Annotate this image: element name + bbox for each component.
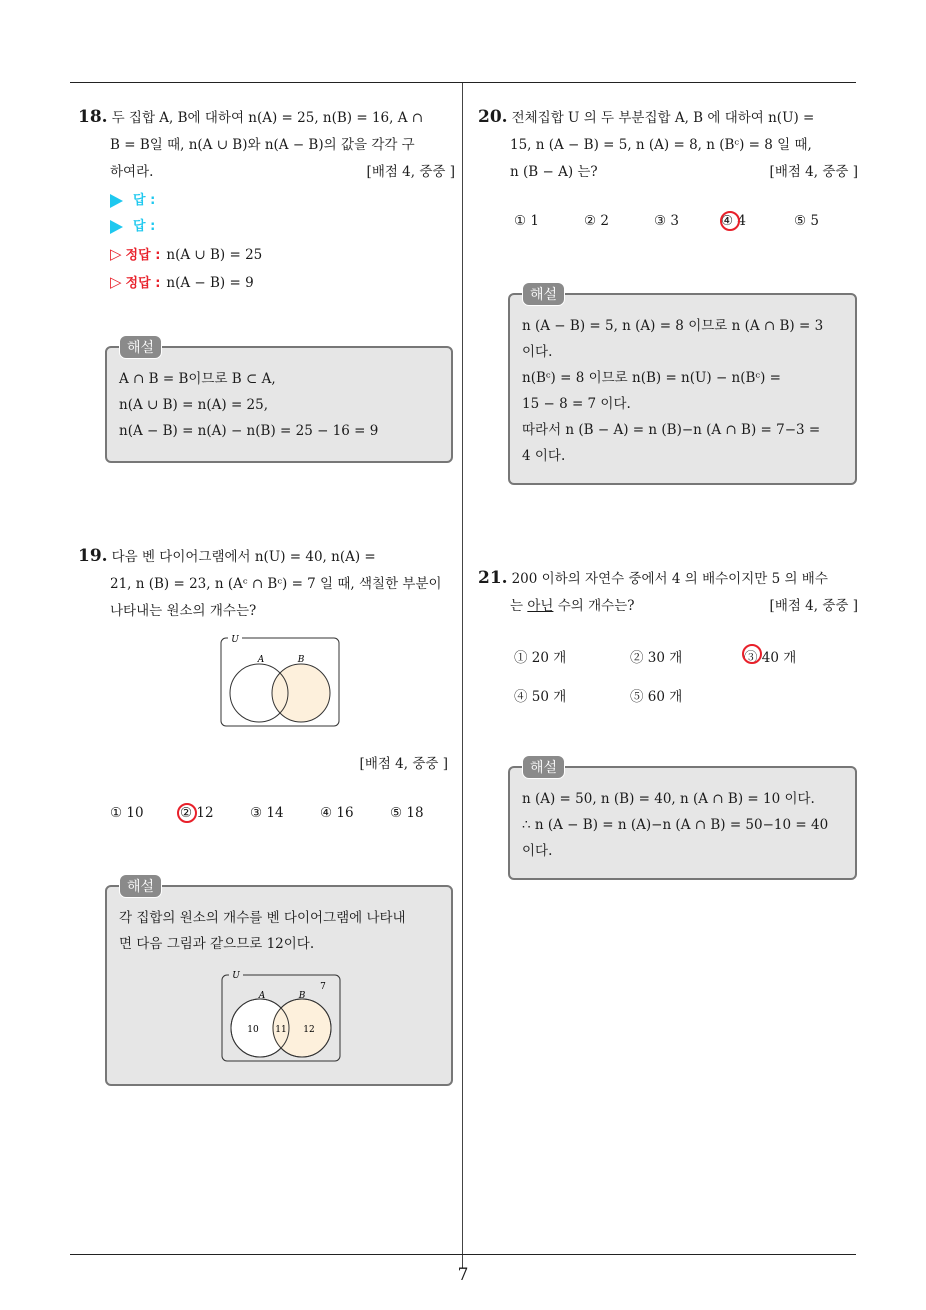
solution-tab: 해설 — [119, 335, 162, 359]
solution-text — [119, 366, 378, 444]
question-number: 18. — [78, 107, 108, 127]
answer-label: 답 : — [133, 219, 156, 234]
correct-answer-line — [110, 244, 262, 266]
open-triangle-icon: ▷ — [110, 245, 122, 263]
choice-1[interactable]: ① 1 — [514, 213, 539, 229]
solution-box — [508, 287, 857, 485]
score-meta: [배점 4, 중중 ] — [359, 756, 448, 772]
solution-line: ∴ n (A − B) = n (A)−n (A ∩ B) = 50−10 = 40 — [522, 817, 829, 833]
solution-line: 따라서 n (B − A) = n (B)−n (A ∩ B) = 7−3 = — [522, 422, 821, 438]
choices — [110, 805, 455, 825]
question-text-line: 전체집합 U 의 두 부분집합 A, B 에 대하여 n(U) = — [511, 110, 815, 126]
choice-5[interactable]: ⑤ 5 — [794, 213, 819, 229]
top-rule — [70, 82, 856, 83]
question-text-line: 두 집합 A, B에 대하여 n(A) = 25, n(B) = 16, A ∩ — [111, 110, 424, 126]
venn-diagram — [218, 634, 342, 730]
solution-line: n(A − B) = n(A) − n(B) = 25 − 16 = 9 — [119, 423, 379, 439]
venn-count-both: 11 — [275, 1025, 287, 1035]
solution-tab: 해설 — [522, 755, 565, 779]
question-text-line: 다음 벤 다이어그램에서 n(U) = 40, n(A) = — [111, 549, 376, 565]
venn-count-a-only: 10 — [247, 1025, 259, 1035]
underlined-word: 아닌 — [527, 598, 554, 614]
choice-3[interactable]: ③ 14 — [250, 805, 284, 821]
venn-count-outside: 7 — [320, 982, 326, 992]
solution-line: 이다. — [522, 843, 553, 859]
choices — [514, 213, 854, 233]
answer-line[interactable] — [110, 216, 155, 237]
question-text-line: 200 이하의 자연수 중에서 4 의 배수이지만 5 의 배수 — [511, 571, 828, 587]
question-text-line: 나타내는 원소의 개수는? — [110, 603, 257, 619]
choice-4[interactable]: ④ 16 — [320, 805, 354, 821]
solution-line: 이다. — [522, 344, 553, 360]
solution-text — [522, 786, 828, 864]
question-20 — [478, 104, 858, 186]
solution-line: n(A ∪ B) = n(A) = 25, — [119, 397, 269, 413]
score-meta: [배점 4, 중중 ] — [769, 598, 858, 614]
solution-tab: 해설 — [522, 282, 565, 306]
question-text-line: 15, n (A − B) = 5, n (A) = 8, n (Bᶜ) = 8 일 때, — [510, 137, 812, 153]
page-number: 7 — [457, 1265, 469, 1285]
solution-line: 4 이다. — [522, 448, 566, 464]
choices — [514, 646, 854, 706]
choice-3[interactable]: ③ 3 — [654, 213, 679, 229]
solution-text — [119, 905, 406, 957]
question-text-line: 하여라. — [110, 164, 154, 180]
venn-label-u: U — [232, 971, 240, 981]
correct-value: n(A − B) = 9 — [166, 275, 254, 291]
choice-1[interactable]: ① 20 개 — [514, 650, 567, 666]
choice-2[interactable]: ② 30 개 — [630, 650, 683, 666]
score-meta: [배점 4, 중중 ] — [366, 164, 455, 180]
solution-line: 15 − 8 = 7 이다. — [522, 396, 631, 412]
choice-2[interactable]: ② 2 — [584, 213, 609, 229]
venn-count-b-only: 12 — [303, 1025, 315, 1035]
question-number: 20. — [478, 107, 508, 127]
solution-line: 면 다음 그림과 같으므로 12이다. — [119, 936, 315, 952]
venn-label-a: A — [257, 655, 265, 665]
choice-4[interactable]: ④ 4 — [721, 213, 746, 229]
open-triangle-icon: ▷ — [110, 273, 122, 291]
play-triangle-icon — [110, 194, 123, 208]
solution-line: n (A − B) = 5, n (A) = 8 이므로 n (A ∩ B) = 3 — [522, 318, 824, 334]
venn-label-u: U — [231, 635, 239, 645]
correct-answer-line — [110, 272, 254, 294]
correct-value: n(A ∪ B) = 25 — [166, 247, 263, 263]
selected-answer-mark — [720, 211, 740, 231]
question-text-part: 는 — [510, 598, 528, 614]
question-21 — [478, 565, 858, 620]
solution-venn-diagram — [219, 969, 343, 1065]
choice-1[interactable]: ① 10 — [110, 805, 144, 821]
question-19 — [78, 543, 455, 625]
solution-box — [105, 879, 453, 1086]
question-text-line: n (B − A) 는? — [510, 164, 598, 180]
solution-tab: 해설 — [119, 874, 162, 898]
choice-2[interactable]: ② 12 — [180, 805, 214, 821]
question-18 — [78, 104, 455, 186]
choice-3[interactable]: ③ 40 개 — [744, 650, 797, 666]
solution-line: A ∩ B = B이므로 B ⊂ A, — [119, 371, 276, 387]
venn-label-a: A — [258, 991, 266, 1001]
solution-box — [105, 340, 453, 463]
correct-label: 정답 : — [125, 248, 161, 263]
question-text-part: 수의 개수는? — [553, 598, 635, 614]
solution-line: 각 집합의 원소의 개수를 벤 다이어그램에 나타내 — [119, 910, 406, 926]
column-divider — [462, 83, 463, 1268]
question-number: 19. — [78, 546, 108, 566]
question-text-line: B = B일 때, n(A ∪ B)와 n(A − B)의 값을 각각 구 — [110, 137, 415, 153]
question-text-line: 21, n (B) = 23, n (Aᶜ ∩ Bᶜ) = 7 일 때, 색칠한 부분이 — [110, 576, 442, 592]
bottom-rule — [70, 1254, 856, 1255]
solution-box — [508, 760, 857, 880]
selected-answer-mark — [742, 644, 762, 664]
solution-line: n(Bᶜ) = 8 이므로 n(B) = n(U) − n(Bᶜ) = — [522, 370, 781, 386]
solution-line: n (A) = 50, n (B) = 40, n (A ∩ B) = 10 이다. — [522, 791, 815, 807]
play-triangle-icon — [110, 220, 123, 234]
question-number: 21. — [478, 568, 508, 588]
choice-4[interactable]: ④ 50 개 — [514, 689, 567, 705]
answer-line[interactable] — [110, 190, 155, 211]
score-meta: [배점 4, 중중 ] — [769, 164, 858, 180]
venn-label-b: B — [297, 655, 305, 665]
choice-5[interactable]: ⑤ 60 개 — [630, 689, 683, 705]
venn-label-b: B — [298, 991, 306, 1001]
choice-5[interactable]: ⑤ 18 — [390, 805, 424, 821]
answer-label: 답 : — [133, 193, 156, 208]
correct-label: 정답 : — [125, 276, 161, 291]
selected-answer-mark — [177, 803, 197, 823]
solution-text — [522, 313, 823, 469]
